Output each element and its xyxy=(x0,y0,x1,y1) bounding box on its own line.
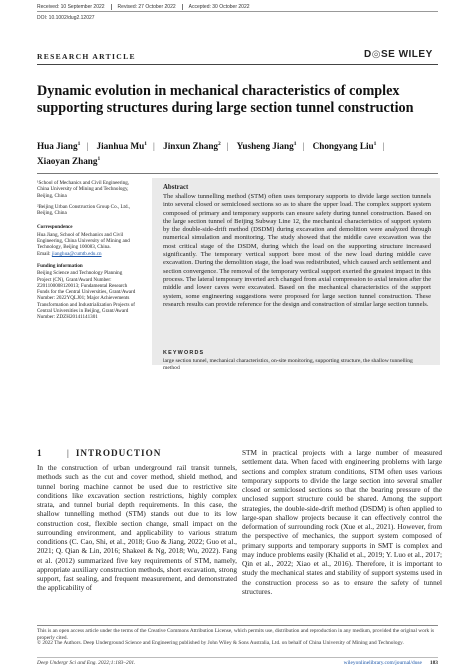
funding-text: Beijing Science and Technology Planning Project (CN), Grant/Award Number: Z201100008120013; Fundamental Research Funds for the Central Universities, Grant/Award Number: 2022YQLJ01; Major Achievements Transformation and Industrialization Projects of Central Universities in Beijing, Grant/Award Number: ZDZH20141141301 xyxy=(37,270,136,321)
intro-paragraph-col2: STM in practical projects with a large number of measured settlement data. When faced with engineering problems with large sections and complex stratum conditions, STM often uses various temporary supports to divide the large section into several smaller closed or semiclosed sections so that the bearing pressure of the unclosed support structure could be shared. Among the support strategies, the double-side-drift method (DSDM) is often applied to large-span shallow projects because it can effectively control the deformation of surrounding rock (Xue et al., 2021). However, from the perspective of mechanics, the support system composed of primary supports and temporary supports in SMT is complex and may induce problems easily (Khalid et al., 2019; Y. Luo et al., 2017; Qin et al., 2022; Xiao et al., 2016). Therefore, it is important to study the mechanical states and stability of support systems used in the construction process so as to ensure the safety of tunnel structures. xyxy=(242,448,442,596)
correspondence-heading: Correspondence xyxy=(37,224,73,231)
copyright-note: © 2022 The Authors. Deep Underground Science and Engineering published by John Wiley & Sons Australia, Ltd. on behalf of China University of Mining and Technology. xyxy=(37,640,404,646)
author[interactable]: Jinxun Zhang$^2$ xyxy=(163,141,221,152)
accepted-date: Accepted: 30 October 2022 xyxy=(188,4,250,10)
publisher-logo[interactable] xyxy=(364,49,433,60)
author[interactable]: Hua Jiang$^1$ xyxy=(37,141,81,152)
author-list: Hua Jiang$^1$ | Jianhua Mu$^1$ | Jinxun Zhang$^2$ | Yusheng Jiang$^1$ | Chongyang Liu$^1$ | Xiaoyan Zhang$^1$ xyxy=(37,141,385,167)
header-rule xyxy=(37,11,438,12)
author[interactable]: Chongyang Liu$^1$ xyxy=(312,141,377,152)
correspondence-email: Email: jianghua@cumtb.edu.cn xyxy=(37,250,102,257)
keywords-text: large section tunnel, mechanical characteristics, on-site monitoring, supporting structure, the shallow tunnelling method xyxy=(163,358,413,371)
received-date: Received: 10 September 2022 xyxy=(37,4,112,10)
article-type: RESEARCH ARTICLE xyxy=(37,52,136,61)
footer-right xyxy=(300,660,438,666)
intro-paragraph-col1: In the construction of urban underground rail transit tunnels, methods such as the cut and cover method, shield method, and tunnel boring machine cannot be used due to restrictive site conditions like excavation section restrictions, highly complex strata, and tunnel burial depth requirements. In this case, the shallow tunnelling method (STM) stands out due to its low construction cost, flexible section change, small impact on the surrounding environment, and applicability to various stratum conditions (C. Cao, Shi, et al., 2018; Guo & Jiang, 2022; Guo et al., 2021; Q. Qian & Lin, 2016; Shakeel & Ng, 2018; Wu, 2022). Fang et al. (2012) summarized five key requirements of STM, namely, appropriate auxiliary construction methods, short excavation, strong support, fast sealing, and frequent measurement, and demonstrated the applicability of xyxy=(37,463,237,593)
paper-title: Dynamic evolution in mechanical characteristics of complex supporting structures during large section tunnel construction xyxy=(37,83,414,116)
logo-se: SE xyxy=(380,49,396,60)
affiliation: ²Beijing Urban Construction Group Co., Ltd., Beijing, China xyxy=(37,203,131,217)
section-number: 1 xyxy=(37,448,43,458)
license-note: This is an open access article under the terms of the Creative Commons Attribution License, which permits use, distribution and reproduction in any medium, provided the original work is properly cited. xyxy=(37,628,435,641)
author[interactable]: Yusheng Jiang$^1$ xyxy=(236,141,297,152)
abstract-text: The shallow tunnelling method (STM) often uses temporary supports to divide large section tunnels into several closed or semiclosed sections so as to share the upper load. The complex support system composed of primary and temporary supports can ensure safety during tunnel construction. Based on the large section tunnel of Beijing Subway Line 12, the mechanical characteristics of support system by the double-side-drift method (DSDM) during excavation and demolition were analyzed through numerical simulation and monitoring. The study showed that the middle cave excavation was the most critical stage of the DSDM, during which the load on the supporting structure increased significantly. The temporary vertical support bore most of the new load during middle cave excavation. During the demolition stage, the load was redistributed, which caused arch settlement and section convergence. The removal of the temporary vertical support exerted the greatest impact in this process. The lateral temporary inverted arch changed from axial compression to axial tension after the middle and lower caves were excavated. Based on the mechanical characteristics of the support system, some engineering suggestions were proposed for large section tunnel construction. These research results can provide reference for the design and construction of similar large section tunnels. xyxy=(163,193,431,308)
page-number: 183 xyxy=(429,660,438,666)
article-dates xyxy=(37,4,256,10)
logo-wiley: WILEY xyxy=(398,49,433,60)
journal-citation: Deep Undergr Sci and Eng. 2022;1:183–201. xyxy=(37,660,136,666)
logo-d: D xyxy=(364,49,372,60)
article-type-rule xyxy=(37,64,438,65)
author[interactable]: Xiaoyan Zhang$^1$ xyxy=(37,156,101,167)
funding-heading: Funding information xyxy=(37,262,83,269)
email-link[interactable]: jianghua@cumtb.edu.cn xyxy=(51,250,102,257)
footer-rule-2 xyxy=(37,657,438,658)
abstract-heading: Abstract xyxy=(163,184,189,191)
keywords-heading: KEYWORDS xyxy=(163,350,205,356)
journal-url[interactable]: wileyonlinelibrary.com/journal/duse xyxy=(343,660,422,666)
section-title: INTRODUCTION xyxy=(75,448,162,458)
footer-rule xyxy=(37,625,438,626)
author-rule xyxy=(37,173,438,174)
author[interactable]: Jianhua Mu$^1$ xyxy=(96,141,147,152)
revised-date: Revised: 27 October 2022 xyxy=(112,4,183,10)
section-heading-introduction: 1 | INTRODUCTION xyxy=(37,448,162,458)
affiliation: ¹School of Mechanics and Civil Engineering, China University of Mining and Technology, Beijing, China xyxy=(37,180,130,199)
article-info-column xyxy=(37,180,137,326)
correspondence-text: Hua Jiang, School of Mechanics and Civil Engineering, China University of Mining and Technology, Beijing 100083, China. xyxy=(37,231,130,251)
doi[interactable]: DOI: 10.1002/dug2.12027 xyxy=(37,15,95,21)
logo-mark-icon: ◎ xyxy=(371,49,381,60)
